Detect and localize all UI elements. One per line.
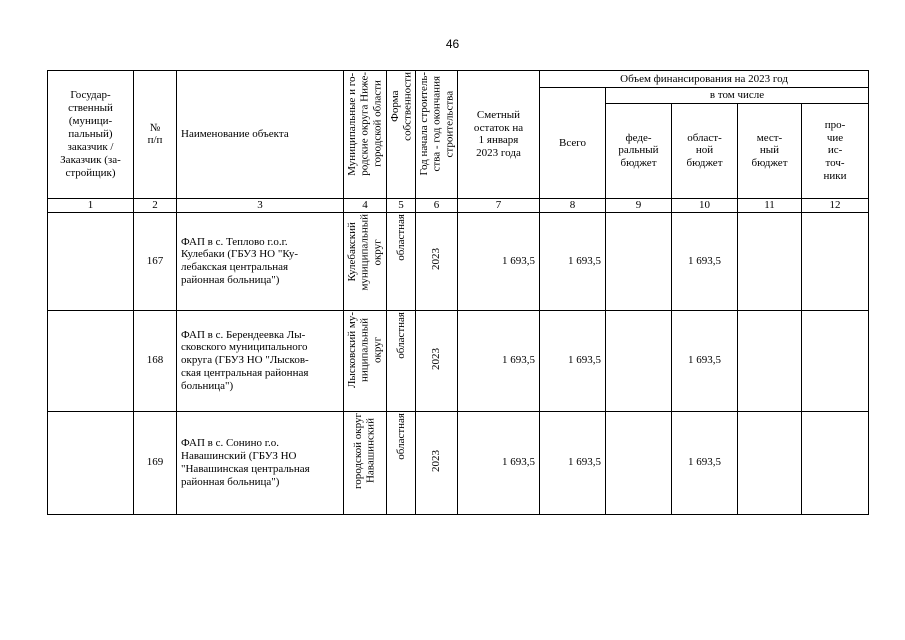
column-number-row [48, 198, 869, 212]
row-customer [48, 411, 134, 514]
financing-table [47, 70, 869, 515]
header-customer: Государ- ственный (муници- пальный) заказчик / Заказчик (за- стройщик) [48, 71, 134, 199]
header-object-name: Наименование объекта [177, 71, 344, 199]
row-ownership: областная [387, 411, 416, 514]
row-other [802, 212, 869, 310]
row-ownership: областная [387, 310, 416, 411]
col-num: 12 [802, 198, 869, 212]
row-municipality: Кулебакский муниципальный округ [344, 212, 387, 310]
row-federal [606, 310, 672, 411]
row-customer [48, 310, 134, 411]
col-num: 10 [672, 198, 738, 212]
col-num: 4 [344, 198, 387, 212]
header-total: Всего [540, 88, 606, 199]
row-estimate: 1 693,5 [458, 310, 540, 411]
row-regional: 1 693,5 [672, 212, 738, 310]
col-num: 3 [177, 198, 344, 212]
header-number: № п/п [134, 71, 177, 199]
row-number: 169 [134, 411, 177, 514]
row-local [738, 310, 802, 411]
row-municipality: Лысковский му- ниципальный округ [344, 310, 387, 411]
row-number: 168 [134, 310, 177, 411]
row-years: 2023 [416, 212, 458, 310]
col-num: 1 [48, 198, 134, 212]
row-local [738, 411, 802, 514]
row-estimate: 1 693,5 [458, 212, 540, 310]
row-local [738, 212, 802, 310]
row-object-name: ФАП в с. Теплово г.о.г. Кулебаки (ГБУЗ НО "Ку- лебакская центральная районная больница") [177, 212, 344, 310]
row-total: 1 693,5 [540, 411, 606, 514]
row-other [802, 310, 869, 411]
row-regional: 1 693,5 [672, 411, 738, 514]
col-num: 2 [134, 198, 177, 212]
col-num: 7 [458, 198, 540, 212]
header-local: мест- ный бюджет [738, 103, 802, 198]
row-federal [606, 411, 672, 514]
table-row [48, 411, 869, 514]
col-num: 6 [416, 198, 458, 212]
row-federal [606, 212, 672, 310]
header-including: в том числе [606, 88, 869, 104]
row-years: 2023 [416, 310, 458, 411]
header-ownership: Форма собственности [387, 71, 416, 199]
row-municipality: городской округ Навашинский [344, 411, 387, 514]
col-num: 11 [738, 198, 802, 212]
row-object-name: ФАП в с. Сонино г.о. Навашинский (ГБУЗ НО "Навашинская центральная районная больница") [177, 411, 344, 514]
row-customer [48, 212, 134, 310]
header-years: Год начала строитель- ства - год окончания строительства [416, 71, 458, 199]
header-estimate: Сметный остаток на 1 января 2023 года [458, 71, 540, 199]
page-number: 46 [445, 37, 460, 51]
col-num: 5 [387, 198, 416, 212]
header-regional: област- ной бюджет [672, 103, 738, 198]
table-row [48, 310, 869, 411]
row-total: 1 693,5 [540, 310, 606, 411]
col-num: 8 [540, 198, 606, 212]
row-estimate: 1 693,5 [458, 411, 540, 514]
header-municipality: Муниципальные и го- родские округа Ниже- городской области [344, 71, 387, 199]
row-total: 1 693,5 [540, 212, 606, 310]
row-ownership: областная [387, 212, 416, 310]
header-other: про- чие ис- точ- ники [802, 103, 869, 198]
header-federal: феде- ральный бюджет [606, 103, 672, 198]
row-regional: 1 693,5 [672, 310, 738, 411]
row-number: 167 [134, 212, 177, 310]
row-other [802, 411, 869, 514]
row-years: 2023 [416, 411, 458, 514]
table-row [48, 212, 869, 310]
col-num: 9 [606, 198, 672, 212]
header-funding: Объем финансирования на 2023 год [540, 71, 869, 88]
row-object-name: ФАП в с. Берендеевка Лы- сковского муниципального округа (ГБУЗ НО "Лысков- ская центральная районная больница") [177, 310, 344, 411]
